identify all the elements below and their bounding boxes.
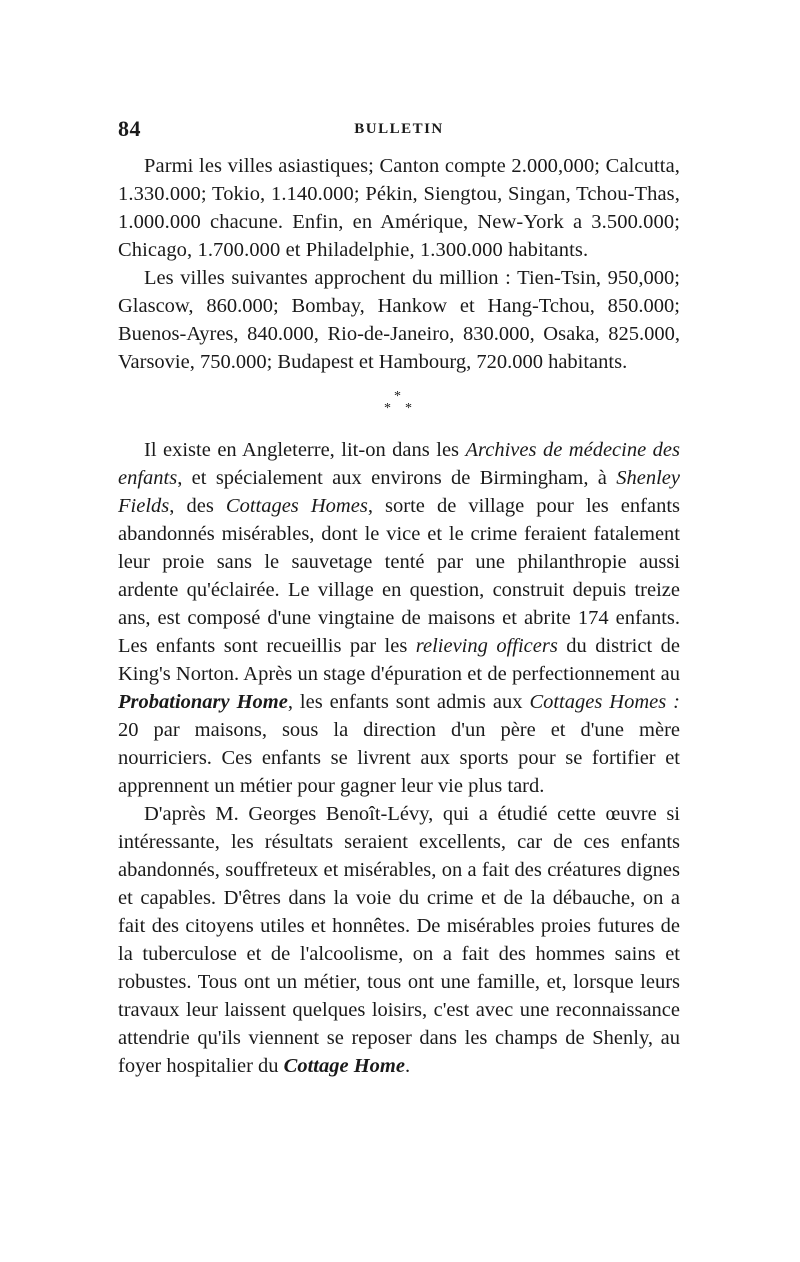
- page-number: 84: [118, 116, 141, 141]
- term-cottages-homes-2: Cottages Homes :: [529, 691, 681, 713]
- term-relieving-officers: relieving officers: [415, 635, 558, 657]
- paragraph-benoit-levy: D'après M. Georges Benoît-Lévy, qui a étudié cette œuvre si intéressante, les résultats seraient excellents, car de ces enfants abandonnés, souffreteux et misérables, on a fait des créatures dignes et capables. D'êtres dans la voie du crime et de la débauche, on a fait des citoyens utiles et honnêtes. De misérables proies futures de la tuberculose et de l'alcoolisme, on a fait des hommes sains et robustes. Tous ont un métier, tous ont une famille, et, lorsque leurs travaux leur laissent quelques loisirs, c'est avec une reconnaissance attendrie qu'ils viennent se reposer dans les champs de Shenly, au foyer hospitalier du Cottage Home.: [118, 803, 680, 1077]
- running-head: BULLETIN: [354, 121, 444, 137]
- term-cottages-homes: Cottages Homes: [225, 495, 368, 517]
- asterisk-left: *: [384, 401, 391, 416]
- asterisk-top: *: [394, 389, 401, 404]
- place-shenley-fields: Shenley Fields: [118, 467, 680, 517]
- title-archives: Archives de médecine des enfants: [118, 439, 681, 489]
- paragraph-cottages-homes: Il existe en Angleterre, lit-on dans les Archives de médecine des enfants, et spécialement aux environs de Birmingham, à Shenley Fields, des Cottages Homes, sorte de village pour les enfants abandonnés misérables, dont le vice et le crime feraient fatalement leur proie sans le sauvetage tenté par une philanthropie aussi ardente qu'éclairée. Le village en question, construit depuis treize ans, est composé d'une vingtaine de maisons et abrite 174 enfants. Les enfants sont recueillis par les relieving officers du district de King's Norton. Après un stage d'épuration et de perfectionnement au Probationary Home, les enfants sont admis aux Cottages Homes : 20 par maisons, sous la direction d'un père et d'une mère nourriciers. Ces enfants se livrent aux sports pour se fortifier et apprennent un métier pour gagner leur vie plus tard.: [118, 439, 681, 797]
- paragraph-million-cities: Les villes suivantes approchent du million : Tien-Tsin, 950,000; Glascow, 860.000; Bombay, Hankow et Hang-Tchou, 850.000; Buenos-Ayres, 840.000, Rio-de-Janeiro, 830.000, Osaka, 825.000, Varsovie, 750.000; Budapest et Hambourg, 720.000 habitants.: [118, 267, 680, 373]
- page-header: [118, 116, 680, 146]
- term-probationary-home: Probationary Home: [118, 691, 288, 713]
- asterisk-right: *: [405, 401, 412, 416]
- term-cottage-home: Cottage Home: [283, 1055, 405, 1077]
- paragraph-asian-cities: Parmi les villes asiastiques; Canton compte 2.000,000; Calcutta, 1.330.000; Tokio, 1.140.000; Pékin, Siengtou, Singan, Tchou-Thas, 1.000.000 chacune. Enfin, en Amérique, New-York a 3.500.000; Chicago, 1.700.000 et Philadelphie, 1.300.000 habitants.: [118, 155, 680, 261]
- asterism-separator: [118, 380, 680, 430]
- page-body: [118, 152, 680, 1080]
